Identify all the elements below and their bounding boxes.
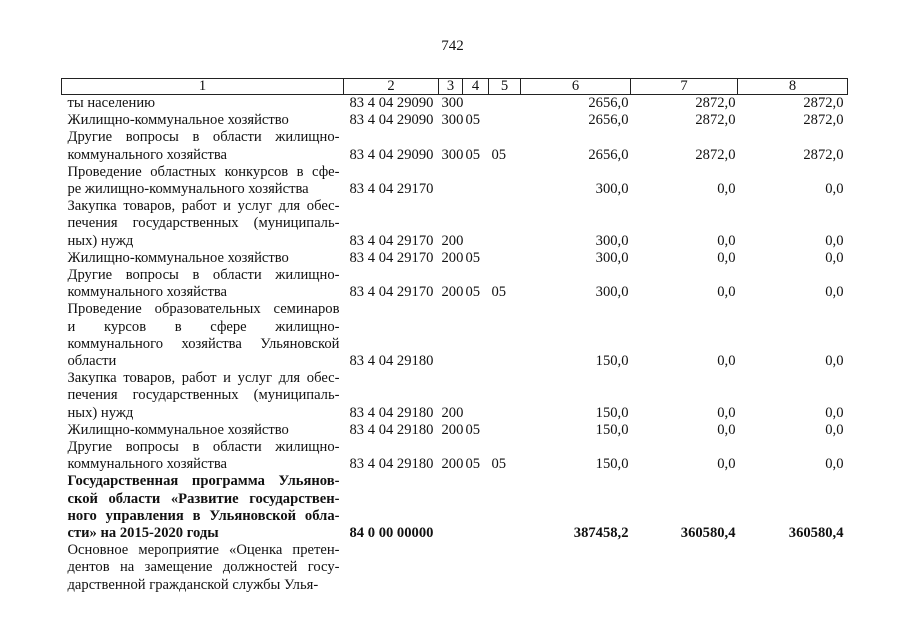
amount-col7: 0,0 bbox=[717, 456, 736, 473]
subsection-code bbox=[489, 370, 521, 422]
amount-col6: 150,0 bbox=[595, 456, 629, 473]
subsection-code bbox=[489, 112, 521, 129]
section-code bbox=[463, 198, 489, 250]
row-name-line: Другие вопросы в области жилищно- bbox=[67, 439, 340, 456]
subsection-code bbox=[489, 198, 521, 250]
section-code: 05 bbox=[465, 456, 481, 473]
subsection-code bbox=[489, 542, 521, 594]
subsection-code bbox=[489, 473, 521, 542]
table-row bbox=[62, 198, 848, 250]
amount-col6: 2656,0 bbox=[588, 146, 629, 163]
amount-col8: 0,0 bbox=[825, 456, 844, 473]
row-name-line: печения государственных (муниципаль- bbox=[67, 215, 340, 232]
amount-col7: 0,0 bbox=[717, 181, 736, 198]
row-name bbox=[62, 267, 344, 301]
expense-type: 300 bbox=[441, 112, 464, 129]
target-code bbox=[344, 542, 439, 594]
table-row bbox=[62, 95, 848, 113]
row-name bbox=[62, 542, 344, 594]
row-name bbox=[62, 370, 344, 422]
amount-col7: 0,0 bbox=[717, 232, 736, 249]
table-row bbox=[62, 370, 848, 422]
amount-col7: 2872,0 bbox=[695, 112, 736, 129]
row-name-line: области bbox=[67, 353, 117, 370]
amount-col7: 2872,0 bbox=[695, 146, 736, 163]
row-name-line: ты населению bbox=[67, 95, 156, 111]
target-code: 83 4 04 29170 bbox=[349, 284, 434, 301]
expense-type bbox=[439, 164, 463, 198]
row-name bbox=[62, 112, 344, 129]
subsection-code bbox=[489, 95, 521, 113]
amount-col6: 300,0 bbox=[595, 232, 629, 249]
column-header-4: 4 bbox=[463, 79, 489, 95]
amount-col8: 2872,0 bbox=[803, 95, 844, 111]
amount-col8: 2872,0 bbox=[803, 112, 844, 129]
row-name-line: сти» на 2015-2020 годы bbox=[67, 525, 219, 542]
target-code: 83 4 04 29180 bbox=[349, 404, 434, 421]
subsection-code bbox=[489, 301, 521, 370]
row-name-line: ного управления в Ульяновской обла- bbox=[67, 507, 340, 524]
amount-col6: 150,0 bbox=[595, 421, 629, 438]
subsection-code: 05 bbox=[491, 456, 507, 473]
table-row bbox=[62, 439, 848, 473]
expense-type bbox=[439, 542, 463, 594]
expense-type: 300 bbox=[441, 95, 464, 111]
amount-col8: 0,0 bbox=[825, 181, 844, 198]
target-code: 83 4 04 29180 bbox=[349, 421, 434, 438]
subsection-code bbox=[489, 164, 521, 198]
amount-col8 bbox=[738, 542, 848, 594]
target-code: 83 4 04 29180 bbox=[349, 353, 434, 370]
row-name bbox=[62, 250, 344, 267]
section-code bbox=[463, 95, 489, 113]
subsection-code bbox=[489, 250, 521, 267]
row-name-line: Проведение областных конкурсов в сфе- bbox=[67, 163, 340, 180]
column-header-6: 6 bbox=[521, 79, 631, 95]
row-name-line: коммунального хозяйства Ульяновской bbox=[67, 335, 340, 352]
row-name-line: ных) нужд bbox=[67, 232, 134, 249]
subsection-code: 05 bbox=[491, 284, 507, 301]
target-code: 84 0 00 00000 bbox=[349, 525, 434, 542]
amount-col7: 0,0 bbox=[717, 404, 736, 421]
section-code bbox=[463, 301, 489, 370]
amount-col6 bbox=[521, 542, 631, 594]
expense-type bbox=[439, 301, 463, 370]
row-name-line: дарственной гражданской службы Улья- bbox=[67, 576, 319, 593]
table-row bbox=[62, 542, 848, 594]
row-name-line: и курсов в сфере жилищно- bbox=[67, 318, 340, 335]
section-code bbox=[463, 164, 489, 198]
row-name-line: дентов на замещение должностей госу- bbox=[67, 559, 340, 576]
row-name bbox=[62, 473, 344, 542]
row-name bbox=[62, 301, 344, 370]
row-name bbox=[62, 129, 344, 163]
row-name-line: ской области «Развитие государствен- bbox=[67, 490, 340, 507]
row-name bbox=[62, 439, 344, 473]
row-name-line: Проведение образовательных семинаров bbox=[67, 301, 340, 318]
page-number: 742 bbox=[441, 38, 464, 54]
table-row bbox=[62, 164, 848, 198]
amount-col6: 150,0 bbox=[595, 353, 629, 370]
column-header-8: 8 bbox=[738, 79, 848, 95]
row-name-line: печения государственных (муниципаль- bbox=[67, 387, 340, 404]
amount-col6: 2656,0 bbox=[588, 95, 629, 111]
target-code: 83 4 04 29090 bbox=[349, 146, 434, 163]
target-code: 83 4 04 29090 bbox=[349, 112, 434, 129]
row-name bbox=[62, 95, 344, 113]
subsection-code: 05 bbox=[491, 146, 507, 163]
amount-col7: 360580,4 bbox=[680, 525, 736, 542]
section-code: 05 bbox=[465, 112, 481, 129]
table-body bbox=[62, 95, 848, 594]
row-name-line: Жилищно-коммунальное хозяйство bbox=[67, 112, 289, 129]
table-row bbox=[62, 422, 848, 439]
row-name-line: Основное мероприятие «Оценка претен- bbox=[67, 542, 340, 559]
table-row bbox=[62, 250, 848, 267]
row-name-line: Другие вопросы в области жилищно- bbox=[67, 129, 340, 146]
column-number-row bbox=[62, 79, 848, 95]
row-name-line: Закупка товаров, работ и услуг для обес- bbox=[67, 198, 340, 215]
amount-col6: 2656,0 bbox=[588, 112, 629, 129]
amount-col6: 300,0 bbox=[595, 284, 629, 301]
expense-type: 200 bbox=[441, 249, 464, 266]
section-code: 05 bbox=[465, 146, 481, 163]
table-row bbox=[62, 473, 848, 542]
section-code: 05 bbox=[465, 421, 481, 438]
expense-type: 200 bbox=[441, 284, 464, 301]
expense-type: 200 bbox=[441, 404, 464, 421]
table-row bbox=[62, 112, 848, 129]
amount-col7: 0,0 bbox=[717, 284, 736, 301]
amount-col8: 360580,4 bbox=[788, 525, 844, 542]
column-header-3: 3 bbox=[439, 79, 463, 95]
amount-col8: 0,0 bbox=[825, 249, 844, 266]
amount-col8: 0,0 bbox=[825, 353, 844, 370]
expense-type: 300 bbox=[441, 146, 464, 163]
row-name bbox=[62, 422, 344, 439]
row-name-line: Жилищно-коммунальное хозяйство bbox=[67, 421, 289, 438]
table-row bbox=[62, 129, 848, 163]
target-code: 83 4 04 29170 bbox=[349, 232, 434, 249]
amount-col8: 0,0 bbox=[825, 232, 844, 249]
amount-col6: 300,0 bbox=[595, 181, 629, 198]
column-header-2: 2 bbox=[344, 79, 439, 95]
amount-col7 bbox=[631, 542, 738, 594]
amount-col8: 0,0 bbox=[825, 404, 844, 421]
row-name-line: ных) нужд bbox=[67, 404, 134, 421]
row-name-line: коммунального хозяйства bbox=[67, 284, 228, 301]
row-name-line: коммунального хозяйства bbox=[67, 146, 228, 163]
target-code: 83 4 04 29180 bbox=[349, 456, 434, 473]
column-header-7: 7 bbox=[631, 79, 738, 95]
amount-col7: 2872,0 bbox=[695, 95, 736, 111]
table-header bbox=[62, 79, 848, 95]
row-name bbox=[62, 164, 344, 198]
expense-type: 200 bbox=[441, 421, 464, 438]
row-name-line: Государственная программа Ульянов- bbox=[67, 473, 340, 490]
amount-col6: 150,0 bbox=[595, 404, 629, 421]
section-code: 05 bbox=[465, 284, 481, 301]
row-name bbox=[62, 198, 344, 250]
amount-col6: 387458,2 bbox=[573, 525, 629, 542]
amount-col8: 2872,0 bbox=[803, 146, 844, 163]
column-header-5: 5 bbox=[489, 79, 521, 95]
column-header-1: 1 bbox=[62, 79, 344, 95]
target-code: 83 4 04 29170 bbox=[349, 181, 434, 198]
expense-type: 200 bbox=[441, 456, 464, 473]
target-code: 83 4 04 29090 bbox=[349, 95, 434, 111]
row-name-line: Другие вопросы в области жилищно- bbox=[67, 267, 340, 284]
section-code bbox=[463, 370, 489, 422]
amount-col7: 0,0 bbox=[717, 249, 736, 266]
table-row bbox=[62, 267, 848, 301]
amount-col8: 0,0 bbox=[825, 421, 844, 438]
expense-type bbox=[439, 473, 463, 542]
row-name-line: ре жилищно-коммунального хозяйства bbox=[67, 181, 309, 198]
expense-type: 200 bbox=[441, 232, 464, 249]
section-code bbox=[463, 473, 489, 542]
row-name-line: Жилищно-коммунальное хозяйство bbox=[67, 249, 289, 266]
amount-col8: 0,0 bbox=[825, 284, 844, 301]
section-code: 05 bbox=[465, 249, 481, 266]
row-name-line: коммунального хозяйства bbox=[67, 456, 228, 473]
subsection-code bbox=[489, 422, 521, 439]
amount-col7: 0,0 bbox=[717, 421, 736, 438]
budget-table bbox=[61, 78, 848, 594]
amount-col6: 300,0 bbox=[595, 249, 629, 266]
table-row bbox=[62, 301, 848, 370]
target-code: 83 4 04 29170 bbox=[349, 249, 434, 266]
row-name-line: Закупка товаров, работ и услуг для обес- bbox=[67, 370, 340, 387]
amount-col7: 0,0 bbox=[717, 353, 736, 370]
section-code bbox=[463, 542, 489, 594]
